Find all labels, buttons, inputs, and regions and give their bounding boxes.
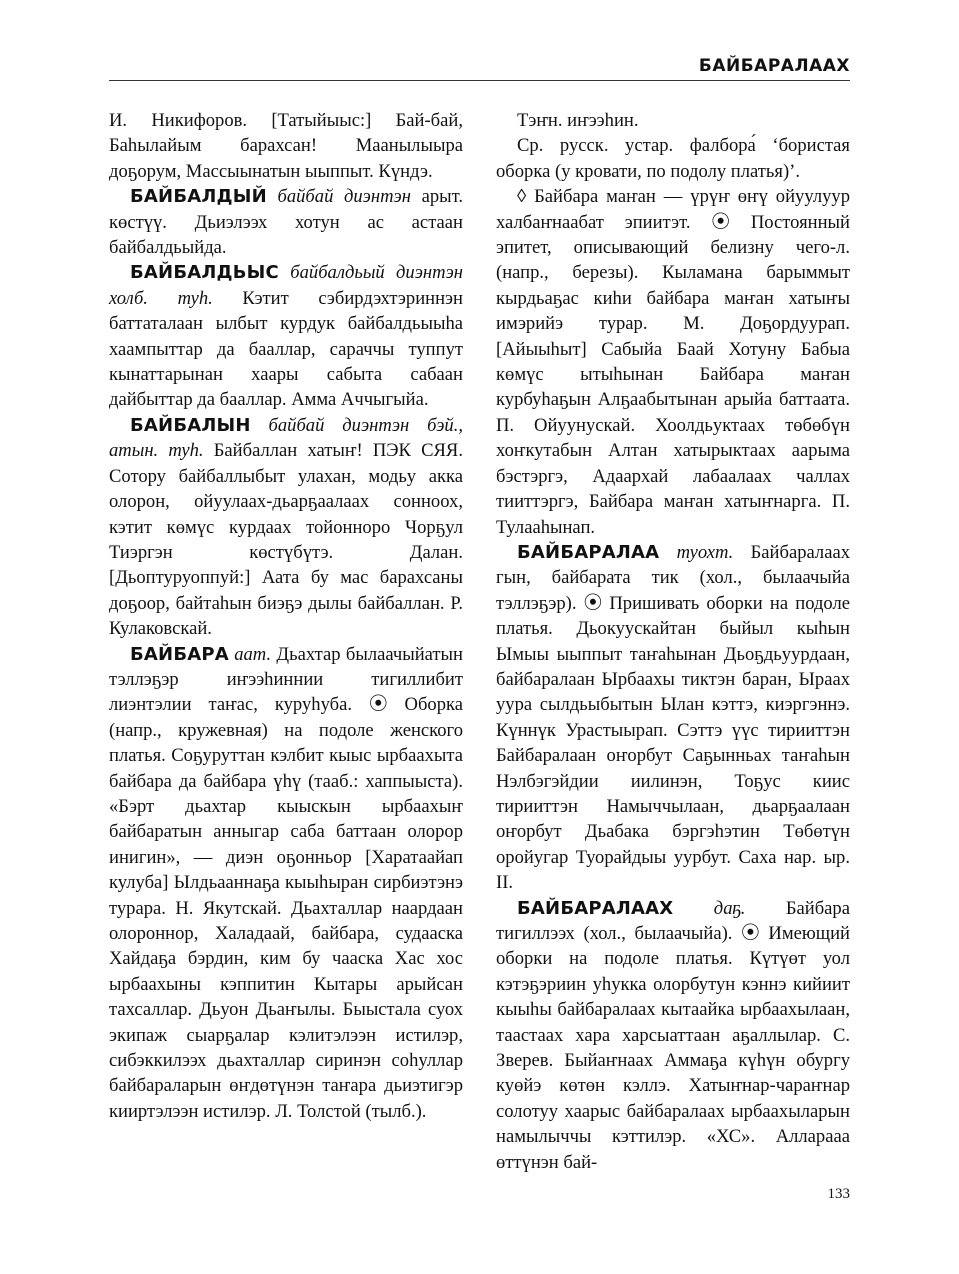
right-column xyxy=(496,108,850,1175)
left-column xyxy=(109,108,463,1124)
entry-text: Байбаллан хатыҥ! ПЭК СЯЯ. Сотору байбаллыбыт улахан, модьу акка олорон, ойуулаах-дьарҕаалаах сонноох, кэтит көмүс курдаах тойонноро Чорҕул Тиэргэн көстүбүтэ. Далан. [Дьоптуруоппуй:] Аата бу мас барахсаны доҕоор, байтаһын биэҕэ дылы байбаллан. Р. Кулаковскай. xyxy=(109,440,463,640)
entry-baibaldys xyxy=(109,260,463,412)
paragraph-text: ◊ Байбара маҥан — үрүҥ өҥү ойуулуур халбаҥнаабат эпиитэт. ⦿ Постоянный эпитет, описывающий белизну чего-л. (напр., березы). Кыламана барыммыт кырдьаҕас киһи байбара маҥан хатыҥы имэрийэ турар. М. Доҕордуурап. [Айыыһыт] Сабыйа Баай Хотуну Бабыа көмүс ытыһынан Байбара маҥан курбуһаҕын Алҕаабытынан арыйа баттаата. П. Ойуунускай. Хоолдьуктаах төбөбүн хоҥкутабын Алтан хатырыктаах аарыма бэстэргэ, Адаархай лабаалаах чаллах тииттэргэ, Байбара маҥан хатыҥнарга. П. Тулааһынап. xyxy=(496,186,850,538)
entry-baibalyn xyxy=(109,413,463,642)
grammar-note: даҕ. xyxy=(713,897,746,919)
etymology-line xyxy=(496,133,850,184)
headword: БАЙБАРАЛААХ xyxy=(517,897,674,919)
grammar-note: байбалдьый диэнтэн холб. туһ. xyxy=(109,262,463,309)
grammar-note: аат. xyxy=(234,643,272,665)
entry-baibara xyxy=(109,642,463,1125)
entry-text: Байбара тигиллээх (хол., былаачыйа). ⦿ Имеющий оборки на подоле платья. Күтүөт уол кэтэҕэриин уһукка олорбутун кэннэ кийиит кыыһы байбаралаах кытаайка ырбаахылаан, таастаах хара харсыаттаан аҕаллылар. С. Зверев. Быйаҥнаах Аммаҕа күһүн обургу куөйэ көтөн кэллэ. Хатыҥнар-чараҥнар солотуу хаарыс байбаралаах ырбаахыларын намылыччы кэттилэр. «ХС». Алларааа өттүнэн бай- xyxy=(496,897,850,1173)
headword: БАЙБАРА xyxy=(130,643,229,665)
headword: БАЙБАЛДЬЫС xyxy=(130,262,279,284)
entry-baibaldyi xyxy=(109,184,463,260)
grammar-note: байбай диэнтэн бэй., атын. туһ. xyxy=(109,414,464,462)
continuation-paragraph xyxy=(109,108,463,184)
idiom-paragraph xyxy=(496,184,850,540)
paragraph-text: Тэҥн. иҥээһин. xyxy=(517,110,639,131)
page-number: 133 xyxy=(827,1186,850,1202)
paragraph-text: И. Никифоров. [Татыйыыс:] Бай-бай, Баһылайым барахсан! Маанылыыра доҕорум, Массыынатын ыыппыт. Күндэ. xyxy=(109,110,463,182)
grammar-note: байбай диэнтэн xyxy=(277,186,411,208)
paragraph-text: Ср. русск. устар. фалбора́ ‘бористая оборка (у кровати, по подолу платья)’. xyxy=(496,135,850,182)
header-rule xyxy=(109,80,850,81)
entry-baibaralaakh xyxy=(496,896,850,1175)
headword: БАЙБАЛДЫЙ xyxy=(130,186,267,208)
running-head: БАЙБАРАЛААХ xyxy=(698,56,850,76)
entry-text: Дьахтар былаачыйатын тэллэҕэр иҥээһиннии тигиллибит лиэнтэлии таҥас, куруһуба. ⦿ Оборка (напр., кружевная) на подоле женского платья. Соҕуруттан кэлбит кыыс ырбаахыта байбара да байбара үһү (тааб.: хаппыыста). «Бэрт дьахтар кыыскын ырбаахыҥ байбаратын анныгар саба баттаан олорор инигин», — диэн оҕонньор [Харатаайап кулуба] Ылдьааннаҕа кыыһыран сирбиэтэнэ турара. Н. Якутскай. Дьахталлар наардаан олороннор, Халадаай, байбара, судааска Хайдаҕа бэрдин, ким бу чааска Хас хос ырбаахыны кэппитин Кытары арыйсан тахсаллар. Дьуон Дьаҥылы. Быыстала суох экипаж сыарҕалар кэлитэлээн истилэр, сибэккилээх дьахталлар сиринэн соһуллар байбараларын өҥдөтүнэн таҥара дьиэтигэр кииртэлээн истилэр. Л. Толстой (тылб.). xyxy=(109,643,464,1122)
grammar-note: туохт. xyxy=(676,541,734,563)
headword: БАЙБАРАЛАА xyxy=(517,541,660,563)
entry-text: арыт. көстүү. Дьиэлээх хотун ас астаан байбалдьыйда. xyxy=(109,186,463,259)
entry-text: Кэтит сэбирдэхтэриннэн баттаталаан ылбыт курдук байбалдьыыһа хаампыттар да бааллар, сараччы туппут кынаттарынан хаары сабыта сабаан дайбыттар да бааллар. Амма Аччыгыйа. xyxy=(109,287,463,411)
headword: БАЙБАЛЫН xyxy=(130,414,251,436)
entry-baibaralaa xyxy=(496,540,850,896)
entry-text: Байбаралаах гын, байбарата тик (хол., былаачыйа тэллэҕэр). ⦿ Пришивать оборки на подоле платья. Дьокуускайтан быйыл кыһын Ымыы ыыппыт таҥаһынан Дьоҕдьуурдаан, байбаралаан Ырбаахы тиктэн баран, Ыраах уура сылдьыбытын Ылан кэттэ, киэргэннэ. Күннүк Урастыырап. Сэттэ үүс тирииттэн Байбаралаан оҥорбут Саҕынньах таҥаһын Нэлбэгэйдии иилинэн, Тоҕус киис тирииттэн Намыччылаан, дьарҕаалаан оҥорбут Дьабака бэргэһэтин Төбөтүн оройугар Туорайдыы уурбут. Саха нар. ыр. II. xyxy=(496,541,850,894)
synonym-line xyxy=(496,108,850,133)
